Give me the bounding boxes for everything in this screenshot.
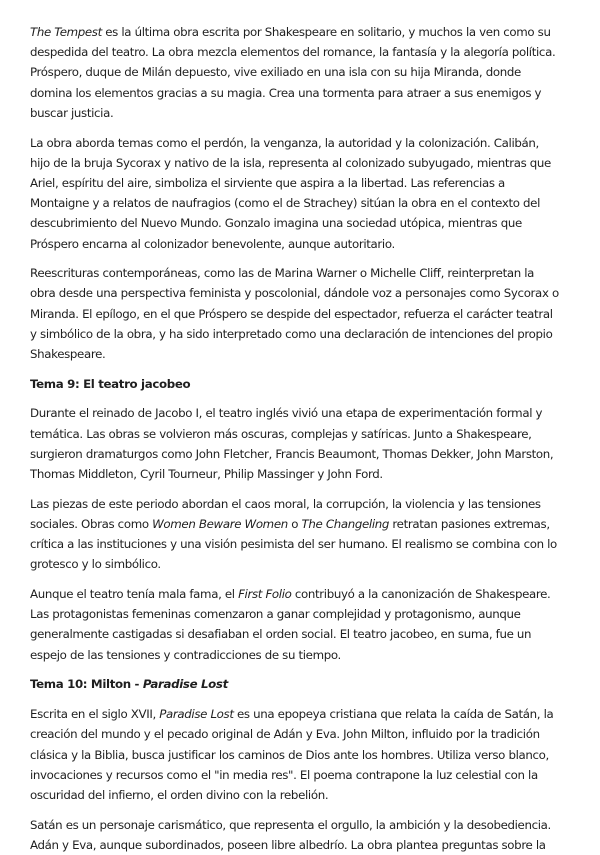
paragraph-jacobean-intro: Durante el reinado de Jacobo I, el teatro inglés vivió una etapa de experimentación formal y temática. Las obras se volvieron más oscuras, complejas y satíricas. Junto a Shakespeare, surgieron dramaturgos como John Fletcher, Francis Beaumont, Thomas Dekker, John Marston, Thomas Middleton, Cyril Tourneur, Philip Massinger y John Ford.: [30, 406, 554, 482]
paragraph-jacobean-themes: [30, 494, 560, 575]
work-title: The Tempest: [30, 25, 102, 39]
paragraph-tempest-themes: La obra aborda temas como el perdón, la venganza, la autoridad y la colonización. Calibán, hijo de la bruja Sycorax y nativo de la isla, representa al colonizado subyugado, mientras que Ariel, espíritu del aire, simboliza el sirviente que aspira a la libertad. Las referencias a Montaigne y a relatos de naufragios (como el de Strachey) sitúan la obra en el contexto del descubrimiento del Nuevo Mundo. Gonzalo imagina una sociedad utópica, mientras que Próspero encarna al colonizador benevolente, aunque autoritario.: [30, 135, 551, 251]
paragraph-paradise-lost-characters: Satán es un personaje carismático, que representa el orgullo, la ambición y la desobediencia. Adán y Eva, aunque subordinados, poseen libre albedrío. La obra plantea preguntas sobre la: [30, 817, 551, 852]
paragraph-tempest-intro: [30, 22, 560, 123]
paragraph-tempest-rewritings: Reescrituras contemporáneas, como las de Marina Warner o Michelle Cliff, reinterpretan la obra desde una perspectiva feminista y poscolonial, dándole voz a personajes como Sycorax o Miranda. El epílogo, en el que Próspero se despide del espectador, refuerza el carácter teatral y simbólico de la obra, y ha sido interpretado como una declaración de intenciones del propio Shakespeare.: [30, 266, 559, 362]
paragraph-text: contribuyó a la canonización de Shakespeare. Las protagonistas femeninas comenzaron a ganar complejidad y protagonismo, aunque generalmente castigadas si desafiaban el orden social. El teatro jacobeo, en suma, fue un espejo de las tensiones y contradicciones de su tiempo.: [30, 587, 551, 662]
paragraph-jacobean-conclusion: [30, 584, 560, 665]
paragraph-text: Escrita en el siglo XVII,: [30, 707, 160, 722]
heading-prefix: Tema 10: Milton -: [30, 677, 143, 692]
paragraph-paradise-lost-intro: [30, 704, 560, 805]
paragraph-text: o: [287, 516, 302, 531]
section-heading-tema-9: Tema 9: El teatro jacobeo: [30, 376, 191, 391]
paragraph-text: es una epopeya cristiana que relata la caída de Satán, la creación del mundo y el pecado original de Adán y Eva. John Milton, influido por la tradición clásica y la Biblia, busca justificar los caminos de Dios ante los hombres. Utiliza verso blanco, invocaciones y recursos como el "in media res". El poema contrapone la luz celestial con la oscuridad del infierno, el orden divino con la rebelión.: [30, 707, 554, 802]
paragraph-text: es la última obra escrita por Shakespeare en solitario, y muchos la ven como su despedida del teatro. La obra mezcla elementos del romance, la fantasía y la alegoría política. Próspero, duque de Milán depuesto, vive exiliado en una isla con su hija Miranda, donde domina los elementos gracias a su magia. Crea una tormenta para atraer a sus enemigos y buscar justicia.: [30, 25, 556, 120]
paragraph-text: Aunque el teatro tenía mala fama, el: [30, 587, 239, 602]
work-title: First Folio: [238, 587, 292, 602]
paragraph-text: Las piezas de este periodo abordan el caos moral, la corrupción, la violencia y las tensiones sociales. Obras como: [30, 496, 541, 531]
work-title: The Changeling: [301, 516, 390, 531]
work-title: Paradise Lost: [159, 707, 234, 722]
section-heading-tema-10: [30, 674, 560, 694]
work-title: Paradise Lost: [142, 677, 228, 692]
paragraph-text: retratan pasiones extremas, crítica a las instituciones y una visión pesimista del ser humano. El realismo se combina con lo grotesco y lo simbólico.: [30, 516, 557, 572]
work-title: Women Beware Women: [152, 516, 288, 531]
